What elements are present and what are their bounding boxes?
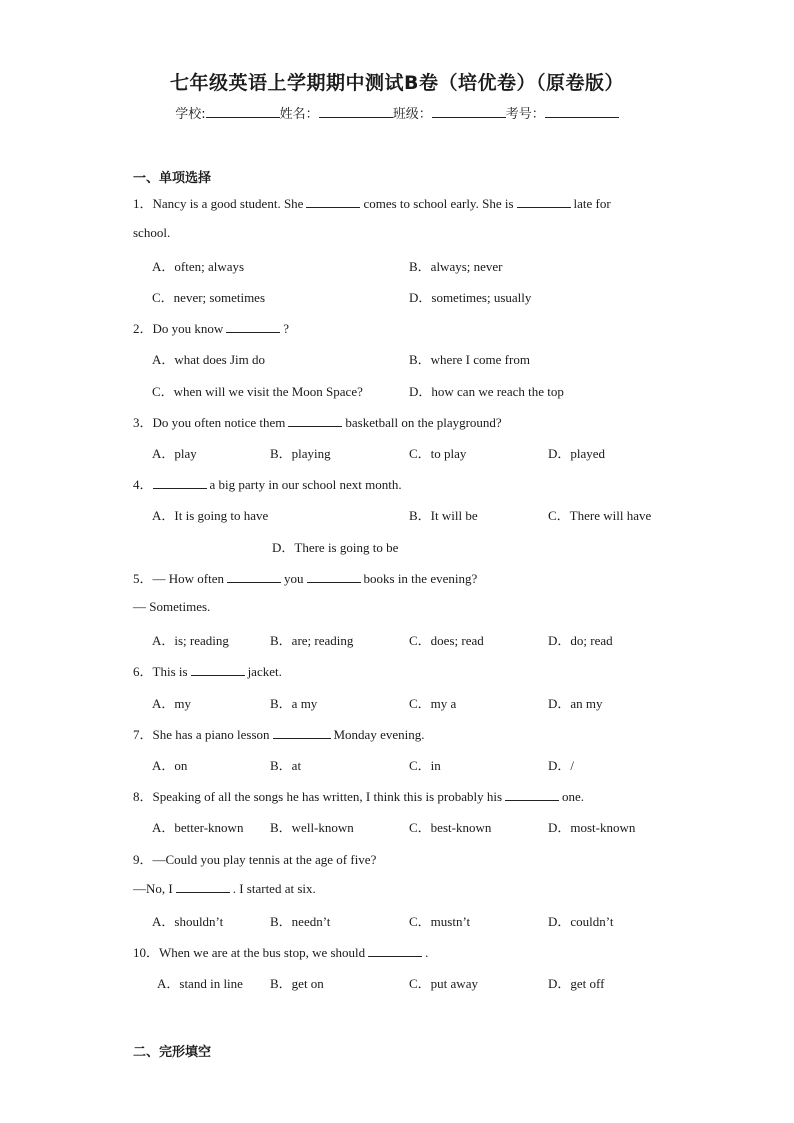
question-7 [133, 724, 424, 743]
answer-blank [273, 726, 331, 739]
question-number: 6． [133, 664, 153, 679]
option-a[interactable]: A．on [152, 758, 188, 773]
question-text: —Could you play tennis at the age of five? [152, 852, 377, 867]
option-b[interactable]: B．where I come from [409, 352, 530, 367]
question-text: She has a piano lesson [152, 727, 270, 742]
option-d[interactable]: D．sometimes; usually [409, 290, 532, 305]
option-b[interactable]: B．always; never [409, 259, 503, 274]
question-number: 10． [133, 945, 160, 960]
option-a[interactable]: A．is; reading [152, 633, 229, 648]
question-text: Do you know [152, 321, 224, 336]
option-b[interactable]: B．It will be [409, 508, 478, 523]
question-text: — How often [152, 571, 225, 586]
option-c[interactable]: C．put away [409, 976, 478, 991]
question-text: Nancy is a good student. She [152, 196, 304, 211]
question-text: Speaking of all the songs he has written, I think this is probably his [152, 789, 503, 804]
question-9 [133, 849, 376, 868]
question-text: late for [573, 196, 611, 211]
option-d[interactable]: D．how can we reach the top [409, 384, 564, 399]
answer-blank [226, 320, 280, 333]
option-d[interactable]: D．couldn’t [548, 914, 614, 929]
question-1 [133, 193, 611, 212]
question-text: Monday evening. [333, 727, 425, 742]
question-text: ? [283, 321, 290, 336]
school-blank[interactable] [206, 103, 280, 118]
question-4 [133, 474, 402, 493]
option-a[interactable]: A．shouldn’t [152, 914, 224, 929]
option-d[interactable]: D．most-known [548, 820, 636, 835]
option-b[interactable]: B．at [270, 758, 302, 773]
question-number: 8． [133, 789, 153, 804]
option-d[interactable]: D．played [548, 446, 606, 461]
school-label: 学校: [175, 107, 206, 122]
answer-blank [505, 788, 559, 801]
option-a[interactable]: A．better-known [152, 820, 244, 835]
answer-blank [517, 195, 571, 208]
question-6 [133, 661, 282, 680]
option-b[interactable]: B．needn’t [270, 914, 331, 929]
option-a[interactable]: A．play [152, 446, 197, 461]
question-5-continued: — Sometimes. [133, 599, 211, 614]
option-c[interactable]: C．to play [409, 446, 467, 461]
option-d[interactable]: D．get off [548, 976, 605, 991]
class-label: 班级： [392, 107, 432, 122]
answer-blank [306, 195, 360, 208]
option-c[interactable]: C．my a [409, 696, 457, 711]
answer-blank [191, 663, 245, 676]
question-text: a big party in our school next month. [209, 477, 402, 492]
question-number: 2． [133, 321, 153, 336]
option-c[interactable]: C．There will have [548, 508, 652, 523]
question-3 [133, 412, 502, 431]
question-number: 4． [133, 477, 153, 492]
page-title: 七年级英语上学期期中测试B卷（培优卷）（原卷版） [170, 72, 624, 94]
question-5 [133, 568, 477, 587]
exam-no-blank[interactable] [545, 103, 619, 118]
question-text: When we are at the bus stop, we should [159, 945, 366, 960]
answer-blank [307, 570, 361, 583]
question-text: . [425, 945, 429, 960]
student-info-line [0, 103, 794, 122]
question-text: one. [562, 789, 585, 804]
section-heading-single-choice: 一、单项选择 [133, 171, 212, 186]
question-text: books in the evening? [363, 571, 478, 586]
option-d[interactable]: D．/ [548, 758, 575, 773]
option-b[interactable]: B．a my [270, 696, 318, 711]
option-b[interactable]: B．well-known [270, 820, 354, 835]
question-number: 3． [133, 415, 153, 430]
question-text: you [284, 571, 304, 586]
option-d[interactable]: D．do; read [548, 633, 613, 648]
option-c[interactable]: C．never; sometimes [152, 290, 266, 305]
question-text: Do you often notice them [152, 415, 286, 430]
option-b[interactable]: B．are; reading [270, 633, 354, 648]
question-number: 5． [133, 571, 153, 586]
option-c[interactable]: C．best-known [409, 820, 492, 835]
question-9-continued [133, 880, 316, 897]
answer-blank [176, 880, 230, 893]
question-text: jacket. [247, 664, 282, 679]
question-2 [133, 318, 289, 337]
option-a[interactable]: A．what does Jim do [152, 352, 266, 367]
option-c[interactable]: C．when will we visit the Moon Space? [152, 384, 363, 399]
question-10 [133, 942, 428, 961]
exam-no-label: 考号： [505, 107, 545, 122]
option-d[interactable]: D．an my [548, 696, 603, 711]
name-label: 姓名： [279, 107, 319, 122]
option-a[interactable]: A．my [152, 696, 192, 711]
question-number: 1． [133, 196, 153, 211]
question-text: —No, I [133, 881, 173, 896]
answer-blank [153, 476, 207, 489]
option-d[interactable]: D．There is going to be [272, 540, 399, 555]
option-a[interactable]: A．It is going to have [152, 508, 269, 523]
class-blank[interactable] [432, 103, 506, 118]
answer-blank [368, 944, 422, 957]
answer-blank [288, 414, 342, 427]
option-a[interactable]: A．often; always [152, 259, 245, 274]
option-a[interactable]: A．stand in line [157, 976, 243, 991]
section-heading-cloze: 二、完形填空 [133, 1045, 212, 1060]
answer-blank [227, 570, 281, 583]
name-blank[interactable] [319, 103, 393, 118]
question-number: 7． [133, 727, 153, 742]
question-text: basketball on the playground? [345, 415, 502, 430]
question-text: . I started at six. [232, 881, 316, 896]
question-1-continued: school. [133, 225, 171, 240]
option-c[interactable]: C．does; read [409, 633, 484, 648]
option-c[interactable]: C．mustn’t [409, 914, 471, 929]
question-8 [133, 786, 584, 805]
question-number: 9． [133, 852, 153, 867]
question-text: This is [152, 664, 188, 679]
question-text: comes to school early. She is [363, 196, 514, 211]
option-b[interactable]: B．get on [270, 976, 324, 991]
option-c[interactable]: C．in [409, 758, 441, 773]
option-b[interactable]: B．playing [270, 446, 331, 461]
